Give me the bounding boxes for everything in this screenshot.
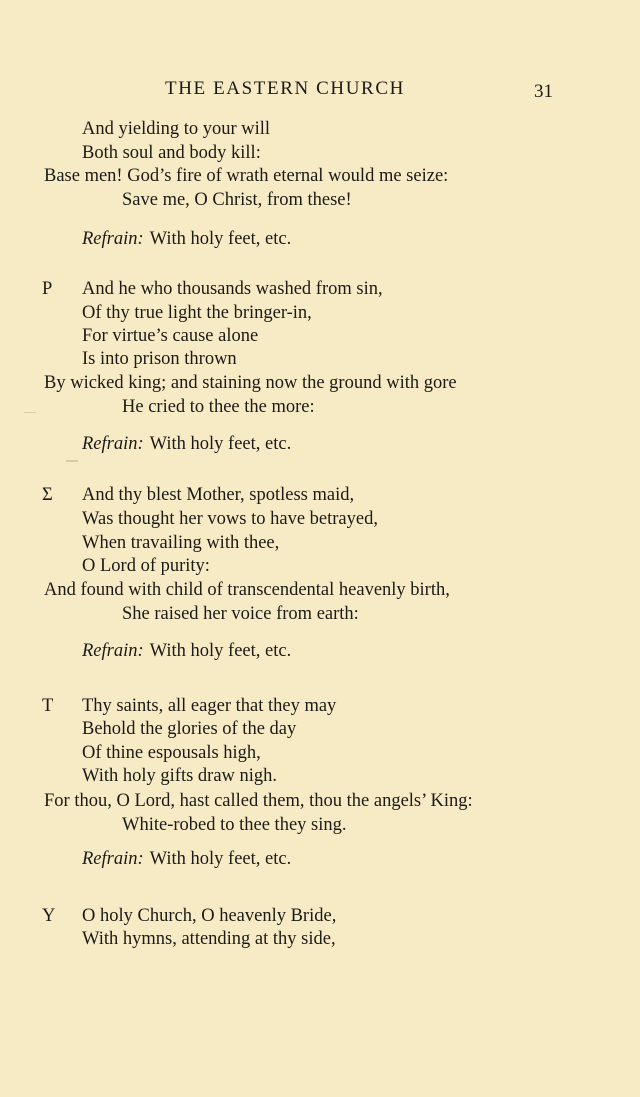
verse-line: With hymns, attending at thy side,: [82, 929, 336, 949]
page-header: [0, 78, 640, 102]
verse-line: When travailing with thee,: [82, 533, 280, 553]
verse-line: White-robed to thee they sing.: [122, 815, 347, 835]
verse-line: Save me, O Christ, from these!: [122, 190, 352, 210]
page-number: 31: [534, 81, 553, 102]
refrain-text: With holy feet, etc.: [149, 641, 292, 661]
stanza-marker: P: [42, 279, 53, 299]
refrain-text: With holy feet, etc.: [149, 849, 292, 869]
verse-line: O Lord of purity:: [82, 556, 210, 576]
verse-line: Base men! God’s fire of wrath eternal would me seize:: [44, 166, 449, 186]
verse-line: Was thought her vows to have betrayed,: [82, 509, 378, 529]
refrain-line: [82, 848, 291, 870]
refrain-text: With holy feet, etc.: [149, 434, 292, 454]
stanza-marker: Σ: [42, 485, 53, 505]
verse-line: Is into prison thrown: [82, 349, 237, 369]
verse-line: Both soul and body kill:: [82, 143, 261, 163]
verse-line: And yielding to your will: [82, 119, 271, 139]
refrain-line: [82, 433, 291, 455]
stanza-marker: Υ: [42, 906, 56, 926]
verse-line: Thy saints, all eager that they may: [82, 696, 337, 716]
refrain-label: Refrain:: [82, 849, 144, 869]
verse-line: O holy Church, O heavenly Bride,: [82, 906, 337, 926]
verse-line: And thy blest Mother, spotless maid,: [82, 485, 355, 505]
verse-line: And found with child of transcendental heavenly birth,: [44, 580, 450, 600]
verse-line: For virtue’s cause alone: [82, 326, 259, 346]
verse-line: With holy gifts draw nigh.: [82, 766, 278, 786]
verse-line: Of thine espousals high,: [82, 743, 261, 763]
refrain-text: With holy feet, etc.: [149, 229, 292, 249]
stanza-marker: T: [42, 696, 54, 716]
verse-line: And he who thousands washed from sin,: [82, 279, 383, 299]
refrain-label: Refrain:: [82, 229, 144, 249]
refrain-line: [82, 228, 291, 250]
verse-line: Of thy true light the bringer-in,: [82, 303, 312, 323]
verse-line: For thou, O Lord, hast called them, thou the angels’ King:: [44, 791, 473, 811]
verse-line: She raised her voice from earth:: [122, 604, 359, 624]
verse-line: By wicked king; and staining now the ground with gore: [44, 373, 457, 393]
running-head: THE EASTERN CHURCH: [165, 78, 405, 99]
verse-line: Behold the glories of the day: [82, 719, 297, 739]
refrain-line: [82, 640, 291, 662]
refrain-label: Refrain:: [82, 434, 144, 454]
ink-speck: [24, 412, 36, 413]
refrain-label: Refrain:: [82, 641, 144, 661]
verse-line: He cried to thee the more:: [122, 397, 315, 417]
ink-speck: [66, 460, 78, 462]
